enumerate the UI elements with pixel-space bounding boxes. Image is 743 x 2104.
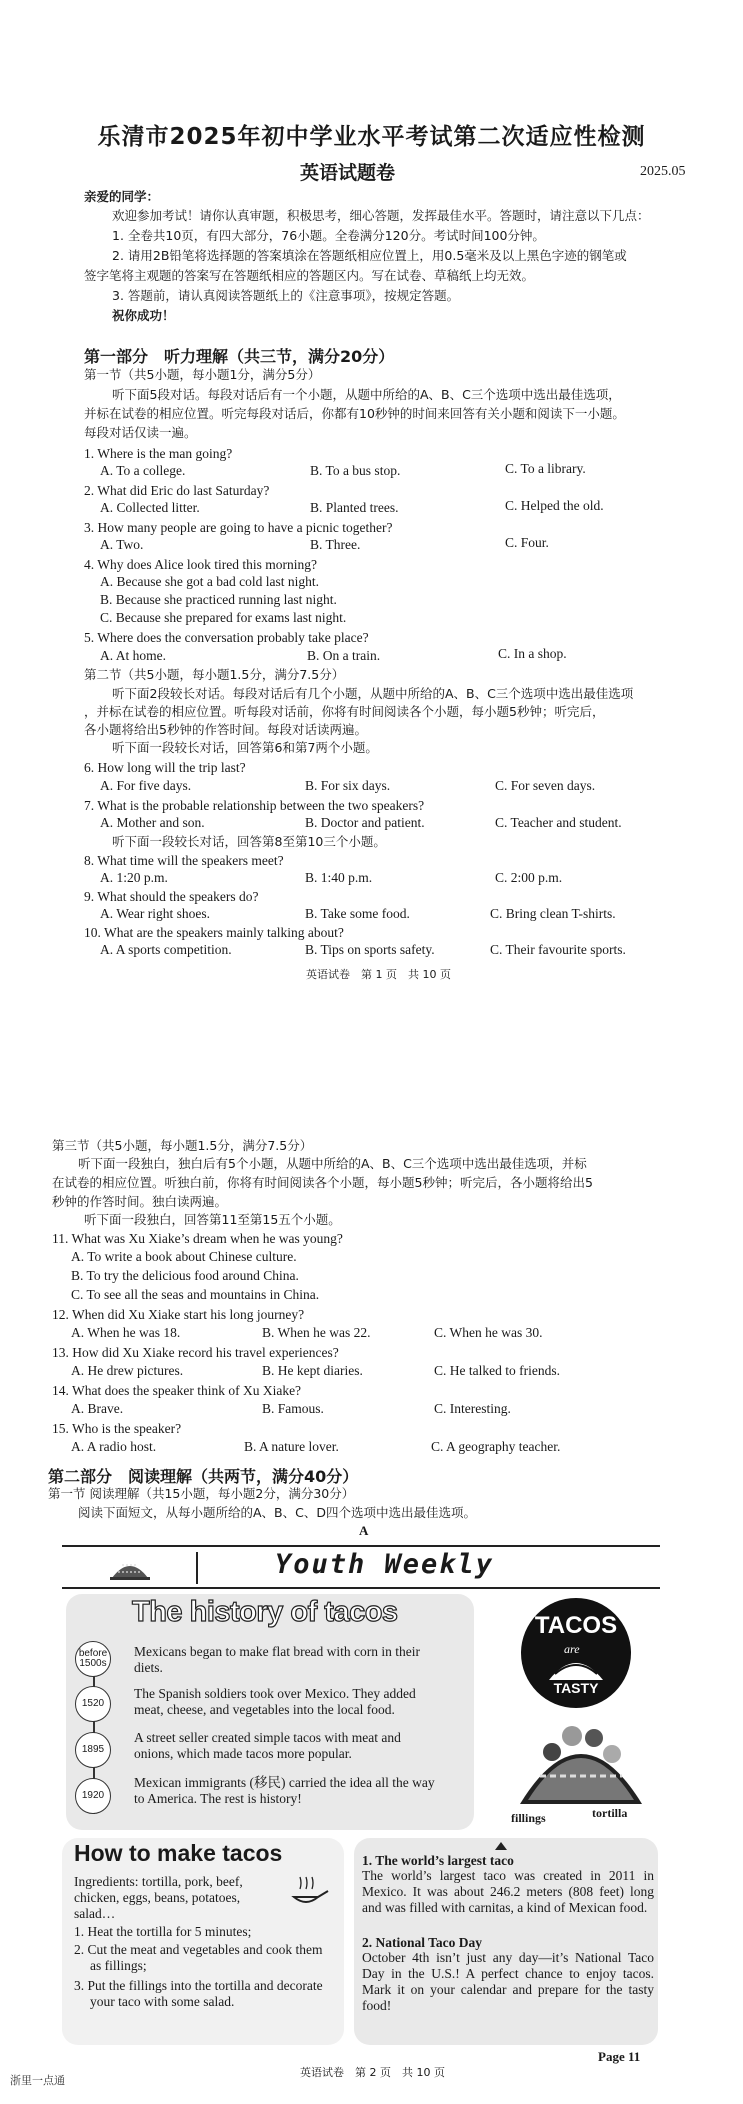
watermark: 浙里一点通 — [10, 2074, 65, 2087]
question-text: 13. How did Xu Xiake record his travel experiences? — [52, 1345, 339, 1360]
option-b: B. Three. — [310, 537, 361, 552]
intro-line: 3. 答题前，请认真阅读答题纸上的《注意事项》，按规定答题。 — [112, 288, 460, 303]
option-a: A. To a college. — [100, 463, 186, 478]
question-text: 10. What are the speakers mainly talking about? — [84, 925, 344, 940]
option-c: C. To a library. — [505, 461, 586, 476]
timeline-text: A street seller created simple tacos with meat and onions, which made tacos more popular. — [134, 1730, 401, 1761]
option-a: A. A radio host. — [71, 1439, 157, 1454]
reading-section-title: 第一节 阅读理解（共15小题，每小题2分，满分30分） — [48, 1486, 355, 1501]
section3-title: 第三节（共5小题，每小题1.5分，满分7.5分） — [52, 1138, 313, 1153]
option-c: C. Interesting. — [434, 1401, 511, 1416]
option-b: B. Planted trees. — [310, 500, 399, 515]
intro-closing: 祝你成功！ — [112, 308, 175, 323]
option-c: C. In a shop. — [498, 646, 567, 661]
question-text: 7. What is the probable relationship between the two speakers? — [84, 798, 425, 813]
howto-step: 2. Cut the meat and vegetables and cook them as fillings; — [74, 1942, 323, 1973]
option-c: C. Helped the old. — [505, 498, 604, 513]
howto-title: How to make tacos — [74, 1840, 283, 1866]
timeline-text: Mexicans began to make flat bread with corn in their diets. — [134, 1644, 421, 1675]
option-a: A. Wear right shoes. — [100, 906, 211, 921]
option-b: B. A nature lover. — [244, 1439, 339, 1454]
intro-line: 欢迎参加考试！请你认真审题，积极思考，细心答题，发挥最佳水平。答题时，请注意以下几点： — [112, 208, 650, 223]
page-footer: 英语试卷 第 1 页 共 10 页 — [306, 968, 451, 981]
ingredients: Ingredients: tortilla, pork, beef, chicken, eggs, beans, potatoes, salad… — [74, 1874, 243, 1921]
option-a: A. Mother and son. — [100, 815, 205, 830]
option-a: A. For five days. — [100, 778, 192, 793]
part2-title: 第二部分 阅读理解（共两节，满分40分） — [48, 1467, 359, 1486]
option-a: A. A sports competition. — [100, 942, 232, 957]
howto-step: 1. Heat the tortilla for 5 minutes; — [74, 1924, 252, 1939]
intro-line: 1. 全卷共10页，有四大部分，76小题。全卷满分120分。考试时间100分钟。 — [112, 228, 545, 243]
masthead-rule-bottom — [62, 1587, 660, 1589]
section2-instruction: ，并标在试卷的相应位置。听每段对话前，你将有时间阅读各个小题，每小题5秒钟；听完后， — [84, 704, 605, 719]
timeline-text: Mexican immigrants (移民) carried the idea all the way to America. The rest is history! — [134, 1775, 435, 1806]
exam-date: 2025.05 — [640, 164, 686, 179]
passage-letter: A — [359, 1523, 369, 1538]
question-text: 14. What does the speaker think of Xu Xiake? — [52, 1383, 302, 1398]
reading-instruction: 阅读下面短文，从每小题所给的A、B、C、D四个选项中选出最佳选项。 — [78, 1505, 476, 1520]
fact2-text: October 4th isn’t just any day—it’s National Taco Day in the U.S.! A perfect chance to enjoy tacos. Mark it on your calendar and prepare for the tasty food! — [362, 1950, 654, 2013]
fact1-title: 1. The world’s largest taco — [362, 1853, 514, 1868]
option-c: C. Teacher and student. — [495, 815, 622, 830]
fact2-title: 2. National Taco Day — [362, 1935, 483, 1950]
dome-logo-icon — [108, 1552, 152, 1582]
page-footer: 英语试卷 第 2 页 共 10 页 — [300, 2066, 445, 2079]
section2-instruction: 各小题将给出5秒钟的作答时间。每段对话读两遍。 — [84, 722, 367, 737]
option-c: C. Bring clean T-shirts. — [490, 906, 616, 921]
triangle-up-icon — [494, 1841, 508, 1851]
option-a: A. Two. — [100, 537, 144, 552]
badge-text-top: TACOS — [534, 1612, 618, 1639]
option-b: B. Doctor and patient. — [305, 815, 425, 830]
option-b: B. 1:40 p.m. — [305, 870, 373, 885]
section1-instruction: 听下面5段对话。每段对话后有一个小题，从题中所给的A、B、C三个选项中选出最佳选项， — [112, 387, 621, 402]
masthead-title: Youth Weekly — [275, 1549, 495, 1580]
option-b: B. Take some food. — [305, 906, 410, 921]
question-text: 4. Why does Alice look tired this morning? — [84, 557, 317, 572]
timeline-date: 1920 — [75, 1778, 111, 1814]
option-a: A. Because she got a bad cold last night. — [100, 574, 319, 589]
exam-title: 乐清市2025年初中学业水平考试第二次适应性检测 — [97, 124, 646, 150]
option-b: B. On a train. — [307, 648, 381, 663]
option-a: A. 1:20 p.m. — [100, 870, 168, 885]
timeline-text: The Spanish soldiers took over Mexico. They added meat, cheese, and vegetables into the local food. — [134, 1686, 416, 1717]
option-b: B. When he was 22. — [262, 1325, 371, 1340]
magazine-logo — [108, 1552, 152, 1582]
poster-page-label: Page 11 — [598, 2049, 641, 2064]
option-a: A. When he was 18. — [71, 1325, 181, 1340]
option-c: C. A geography teacher. — [431, 1439, 561, 1454]
intro-line: 2. 请用2B铅笔将选择题的答案填涂在答题纸相应位置上，用0.5毫米及以上黑色字迹的钢笔或 — [112, 248, 627, 263]
question-text: 3. How many people are going to have a picnic together? — [84, 520, 393, 535]
tacos-badge — [521, 1598, 631, 1708]
section3-instruction: 在试卷的相应位置。听独白前，你将有时间阅读各个小题，每小题5秒钟；听完后，各小题将给出5 — [52, 1175, 593, 1190]
option-c: C. Because she prepared for exams last night. — [100, 610, 347, 625]
label-tortilla: tortilla — [592, 1806, 628, 1820]
option-b: B. For six days. — [305, 778, 391, 793]
masthead-divider — [196, 1552, 198, 1584]
option-b: B. To try the delicious food around China. — [71, 1268, 299, 1283]
section2-note: 听下面一段较长对话，回答第8至第10三个小题。 — [112, 834, 386, 849]
question-text: 11. What was Xu Xiake’s dream when he was young? — [52, 1231, 343, 1246]
question-text: 1. Where is the man going? — [84, 446, 233, 461]
question-text: 15. Who is the speaker? — [52, 1421, 182, 1436]
option-b: B. Famous. — [262, 1401, 324, 1416]
part1-title: 第一部分 听力理解（共三节，满分20分） — [84, 347, 395, 366]
section2-note: 听下面一段较长对话，回答第6和第7两个小题。 — [112, 740, 378, 755]
timeline-date: before 1500s — [75, 1641, 111, 1677]
section3-instruction: 听下面一段独白，独白后有5个小题，从题中所给的A、B、C三个选项中选出最佳选项，并标 — [78, 1156, 587, 1171]
option-a: A. To write a book about Chinese culture. — [71, 1249, 297, 1264]
taco-icon — [545, 1652, 607, 1682]
section1-instruction: 每段对话仅读一遍。 — [84, 425, 197, 440]
option-c: C. When he was 30. — [434, 1325, 543, 1340]
intro-greeting: 亲爱的同学： — [84, 189, 160, 204]
section1-title: 第一节（共5小题，每小题1分，满分5分） — [84, 367, 321, 382]
question-text: 9. What should the speakers do? — [84, 889, 259, 904]
question-text: 12. When did Xu Xiake start his long journey? — [52, 1307, 305, 1322]
timeline-date: 1520 — [75, 1686, 111, 1722]
question-text: 2. What did Eric do last Saturday? — [84, 483, 270, 498]
question-text: 5. Where does the conversation probably take place? — [84, 630, 369, 645]
badge-text-mid: are — [564, 1642, 580, 1656]
option-b: B. To a bus stop. — [310, 463, 401, 478]
badge-text-bottom: TASTY — [553, 1680, 599, 1696]
option-c: C. For seven days. — [495, 778, 596, 793]
label-fillings: fillings — [511, 1811, 546, 1825]
fact1-text: The world’s largest taco was created in 2011 in Mexico. It was about 246.2 meters (808 feet) long and was filled with carnitas, a kind of Mexican food. — [362, 1868, 654, 1915]
question-text: 6. How long will the trip last? — [84, 760, 246, 775]
section2-instruction: 听下面2段较长对话。每段对话后有几个小题，从题中所给的A、B、C三个选项中选出最佳选项 — [112, 686, 634, 701]
section1-instruction: 并标在试卷的相应位置。听完每段对话后，你都有10秒钟的时间来回答有关小题和阅读下一小题。 — [84, 406, 625, 421]
timeline-date: 1895 — [75, 1732, 111, 1768]
cooking-pan-icon — [288, 1871, 330, 1911]
option-b: B. Tips on sports safety. — [305, 942, 435, 957]
option-b: B. Because she practiced running last night. — [100, 592, 337, 607]
option-c: C. He talked to friends. — [434, 1363, 560, 1378]
exam-subtitle: 英语试题卷 — [300, 162, 396, 184]
option-c: C. Their favourite sports. — [490, 942, 626, 957]
option-a: A. Collected litter. — [100, 500, 200, 515]
masthead-rule-top — [62, 1545, 660, 1547]
question-text: 8. What time will the speakers meet? — [84, 853, 284, 868]
section3-instruction: 秒钟的作答时间。独白读两遍。 — [52, 1194, 228, 1209]
howto-step: 3. Put the fillings into the tortilla and decorate your taco with some salad. — [74, 1978, 323, 2009]
option-c: C. To see all the seas and mountains in China. — [71, 1287, 320, 1302]
taco-illustration-icon — [512, 1712, 650, 1810]
option-a: A. At home. — [100, 648, 166, 663]
option-c: C. Four. — [505, 535, 549, 550]
option-b: B. He kept diaries. — [262, 1363, 363, 1378]
option-a: A. Brave. — [71, 1401, 124, 1416]
option-c: C. 2:00 p.m. — [495, 870, 563, 885]
option-a: A. He drew pictures. — [71, 1363, 184, 1378]
section2-title: 第二节（共5小题，每小题1.5分，满分7.5分） — [84, 667, 345, 682]
history-title: The history of tacos — [132, 1596, 398, 1628]
intro-line: 签字笔将主观题的答案写在答题纸相应的答题区内。写在试卷、草稿纸上均无效。 — [84, 268, 535, 283]
section3-note: 听下面一段独白，回答第11至第15五个小题。 — [84, 1212, 341, 1227]
